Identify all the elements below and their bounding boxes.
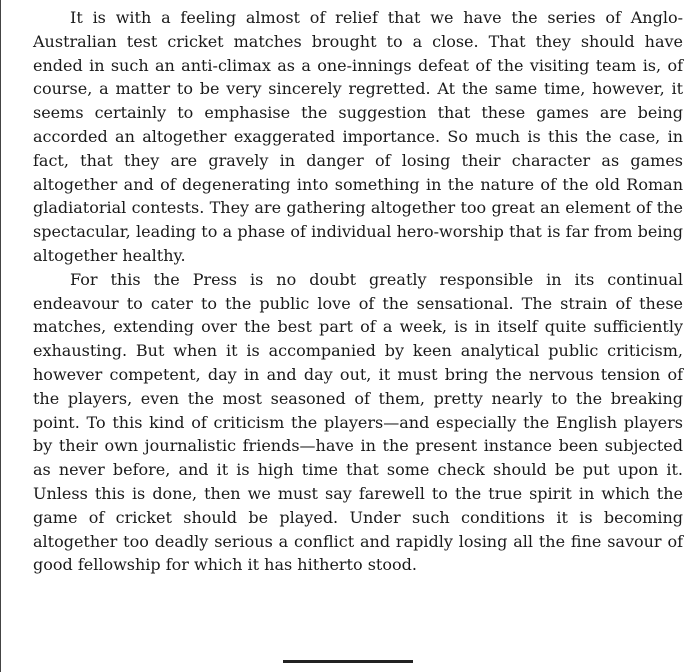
article-paragraph-2: For this the Press is no doubt greatly responsible in its continual endeavour to cater to the public love of the sensational. The strain of these matches, extending over the best part of a week, is in itself quite sufficiently exhausting. But when it is accompanied by keen analytical public criticism, however competent, day in and day out, it must bring the nervous tension of the players, even the most seasoned of them, pretty nearly to the breaking point. To this kind of criticism the players—and especially the English players by their own journalistic friends—have in the present instance been subjected as never before, and it is high time that some check should be put upon it. Unless this is done, then we must say farewell to the true spirit in which the game of cricket should be played. Under such conditions it is becoming altogether too deadly serious a conflict and rapidly losing all the fine savour of good fellowship for which it has hitherto stood.: [33, 269, 683, 575]
article-paragraph-1: It is with a feeling almost of relief that we have the series of Anglo-Australian test cricket matches brought to a close. That they should have ended in such an anti-climax as a one-innings defeat of the visiting team is, of course, a matter to be very sincerely regretted. At the same time, however, it seems certainly to emphasise the suggestion that these games are being accorded an altogether exaggerated importance. So much is this the case, in fact, that they are gravely in danger of losing their character as games altogether and of degenerating into something in the nature of the old Roman gladiatorial contests. They are gathering altogether too great an element of the spectacular, leading to a phase of individual hero-worship that is far from being altogether healthy.: [33, 8, 683, 265]
article-column: [33, 6, 683, 577]
section-divider-rule: [283, 660, 413, 663]
